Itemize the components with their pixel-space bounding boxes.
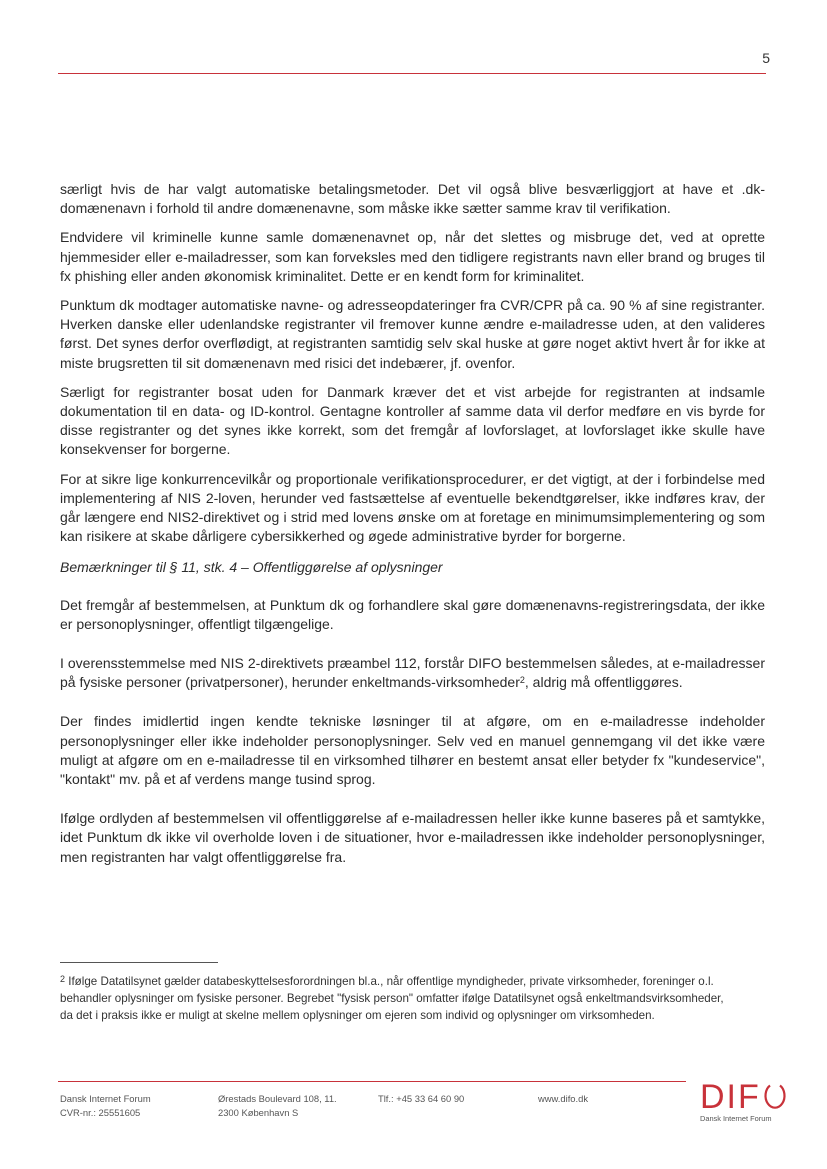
footnote-reference[interactable]: 2 — [519, 675, 525, 686]
difo-logo — [700, 1078, 790, 1123]
paragraph: Ifølge ordlyden af bestemmelsen vil offentliggørelse af e-mailadressen heller ikke kunne baseres på et samtykke, idet Punktum dk ikke vil overholde loven i de situationer, hvor e-mailadressen ikke indeholder personoplysninger, men registranten har valgt offentliggørelse fra. — [60, 810, 765, 865]
logo-subtitle: Dansk Internet Forum — [700, 1114, 772, 1123]
footer-address-line: Ørestads Boulevard 108, 11. — [218, 1093, 337, 1104]
paragraph: Endvidere vil kriminelle kunne samle domænenavnet op, når det slettes og misbruge det, ved at oprette hjemmesider eller e-mailadresser, som kan forveksles med den tidligere registrants navn eller brand og bruges til fx phishing eller anden økonomisk kriminalitet. Dette er en kendt form for kriminalitet. — [60, 229, 765, 284]
main-text — [60, 180, 765, 877]
footnote-number: 2 — [60, 974, 66, 984]
logo-letters: DIF — [700, 1078, 761, 1116]
paragraph: Særligt for registranter bosat uden for Danmark kræver det et vist arbejde for registranten at indsamle dokumentation til en data- og ID-kontrol. Gentagne kontroller af samme data vil derfor medføre en vis byrde for disse registranter og det synes ikke korrekt, som det fremgår af lovforslaget, at lovforslaget ikke skulle have konsekvenser for borgerne. — [60, 383, 765, 458]
footer-rule — [58, 1081, 686, 1082]
paragraph — [60, 654, 765, 692]
paragraph: Det fremgår af bestemmelsen, at Punktum dk og forhandlere skal gøre domænenavns-registreringsdata, der ikke er personoplysninger, offentligt tilgængelige. — [60, 596, 765, 632]
paragraph: Punktum dk modtager automatiske navne- og adresseopdateringer fra CVR/CPR på ca. 90 % af sine registranter. Hverken danske eller udenlandske registranter vil fremover kunne ændre e-mailadresse uden, at den valideres først. Det synes derfor overflødigt, at registranten samtidig selv skal huske at gøre noget aktivt hvert år for ikke at miste brugsretten til sit domænenavn med risici det indebærer, jf. ovenfor. — [60, 297, 765, 371]
footer-phone-text: Tlf.: +45 33 64 60 90 — [378, 1093, 465, 1104]
footnote — [60, 973, 730, 1024]
footer-website-link[interactable]: www.difo.dk — [538, 1093, 589, 1104]
paragraph: særligt hvis de har valgt automatiske betalingsmetoder. Det vil også blive besværliggjort at have et .dk-domænenavn i forhold til andre domænenavne, som måske ikke sætter samme krav til verifikation. — [60, 181, 765, 217]
logo-o-mark-icon — [763, 1082, 787, 1112]
logo-wordmark — [700, 1078, 790, 1116]
footer-address — [218, 1092, 337, 1120]
page-number: 5 — [762, 50, 770, 66]
footer-phone — [378, 1092, 464, 1106]
footnote-text: Ifølge Datatilsynet gælder databeskyttelsesforordningen bl.a., når offentlige myndigheder, private virksomheder, foreninger o.l. behandler oplysninger om fysiske personer. Begrebet "fysisk person" omfatter ifølge Datatilsynet også enkeltmandsvirksomheder, da det i praksis ikke er muligt at skelne mellem oplysninger om ejeren som individ og oplysninger om virksomheden. — [60, 975, 724, 1022]
paragraph-text: I overensstemmelse med NIS 2-direktivets præambel 112, forstår DIFO bestemmelsen således, at e-mailadresser på fysiske personer (privatpersoner), herunder enkeltmands-virksomheder — [60, 655, 765, 691]
footer-org-name: Dansk Internet Forum — [60, 1093, 151, 1104]
section-heading: Bemærkninger til § 11, stk. 4 – Offentliggørelse af oplysninger — [60, 559, 443, 576]
header-rule — [58, 73, 766, 74]
paragraph-text: , aldrig må offentliggøres. — [524, 674, 683, 691]
footer-website — [538, 1092, 588, 1106]
footer-org — [60, 1092, 151, 1120]
paragraph: Der findes imidlertid ingen kendte tekniske løsninger til at afgøre, om en e-mailadresse indeholder personoplysninger eller ikke indeholder personoplysninger. Selv ved en manuel gennemgang vil det ikke være muligt at afgøre om en e-mailadresse til en virksomhed tilhører en bestemt ansat eller betyder fx "kundeservice", "kontakt" mv. på et af verdens mange tusind sprog. — [60, 713, 765, 788]
footnote-rule — [60, 962, 218, 963]
footer-address-line: 2300 København S — [218, 1107, 299, 1118]
footer-cvr: CVR-nr.: 25551605 — [60, 1107, 141, 1118]
paragraph: For at sikre lige konkurrencevilkår og proportionale verifikationsprocedurer, er det vigtigt, at der i forbindelse med implementering af NIS 2-loven, herunder ved fastsættelse af eventuelle bekendtgørelser, ikke indføres krav, der går længere end NIS2-direktivet og i strid med lovens ønske om at foretage en minimumsimplementering og som kan risikere at skabe dårligere cybersikkerhed og øgede administrative byrder for borgerne. — [60, 470, 765, 545]
